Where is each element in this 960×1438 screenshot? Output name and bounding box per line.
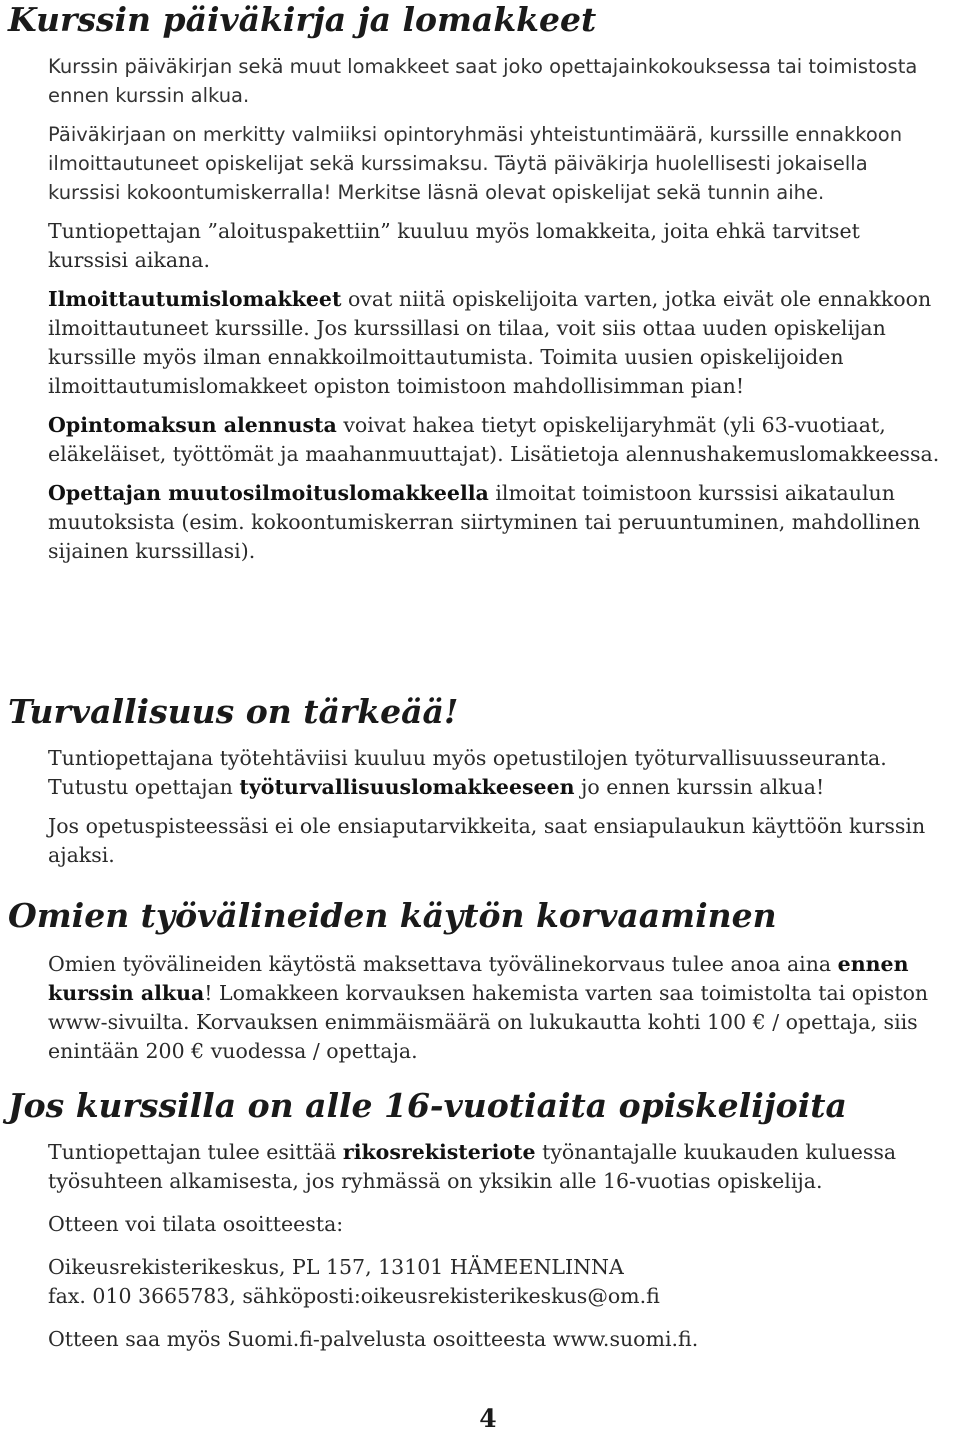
- text-fee-discount: voivat hakea tietyt opiskelijaryhmät (yli 63-vuotiaat, eläkeläiset, työttömät ja maahanmuuttajat). Lisätietoja alennushakemuslomakkeessa.: [48, 413, 940, 466]
- text-tools-b: ! Lomakkeen korvauksen hakemista varten saa toimistolta tai opiston www-sivuilta. Korvauksen enimmäismäärä on lukukautta kohti 100 € / opettaja, siis enintään 200 € vuodessa / opettaja.: [48, 981, 929, 1063]
- paragraph-safety-monitoring: [48, 744, 946, 802]
- paragraph-first-aid: Jos opetuspisteessäsi ei ole ensiaputarvikkeita, saat ensiapulaukun käyttöön kurssin ajaksi.: [48, 814, 926, 867]
- text-safety-b: jo ennen kurssin alkua!: [574, 775, 825, 799]
- address-block: [48, 1253, 946, 1311]
- bold-change-notice: Opettajan muutosilmoituslomakkeella: [48, 481, 489, 505]
- paragraph-change-notice: [48, 479, 946, 566]
- text-record-b: työnantajalle kuukauden kuluessa työsuhteen alkamisesta, jos ryhmässä on yksikin alle 16-vuotias opiskelija.: [48, 1140, 897, 1193]
- paragraph-starter-package: Tuntiopettajan ”aloituspakettiin” kuuluu myös lomakkeita, joita ehkä tarvitset kurssisi aikana.: [48, 219, 860, 272]
- text-safety-a: Tuntiopettajana työtehtäviisi kuuluu myös opetustilojen työturvallisuusseuranta. Tutustu opettajan: [48, 746, 887, 799]
- section-body-tool-compensation: [0, 950, 960, 1066]
- paragraph-registration-forms: [48, 285, 946, 401]
- paragraph-diary-intro: Kurssin päiväkirjan sekä muut lomakkeet saat joko opettajainkokouksessa tai toimistosta ennen kurssin alkua.: [48, 55, 918, 107]
- paragraph-diary-details: Päiväkirjaan on merkitty valmiiksi opintoryhmäsi yhteistuntimäärä, kurssille ennakkoon ilmoittautuneet opiskelijat sekä kurssimaksu. Täytä päiväkirja huolellisesti jokaisella kurssisi kokoontumiskerralla! Merkitse läsnä olevat opiskelijat sekä tunnin aihe.: [48, 123, 903, 204]
- paragraph-suomi-fi: Otteen saa myös Suomi.fi-palvelusta osoitteesta www.suomi.fi.: [48, 1327, 699, 1351]
- section-body-course-diary: [0, 52, 960, 566]
- text-record-a: Tuntiopettajan tulee esittää: [48, 1140, 343, 1164]
- paragraph-order-address-intro: Otteen voi tilata osoitteesta:: [48, 1212, 344, 1236]
- bold-fee-discount: Opintomaksun alennusta: [48, 413, 337, 437]
- address-line-2: fax. 010 3665783, sähköposti:oikeusrekisterikeskus@om.fi: [48, 1284, 660, 1308]
- text-registration-forms: ovat niitä opiskelijoita varten, jotka eivät ole ennakkoon ilmoittautuneet kurssille. Jos kurssillasi on tilaa, voit siis ottaa uuden opiskelijan kurssille myös ilman ennakkoilmoittautumista. Toimita uusien opiskelijoiden ilmoittautumislomakkeet opiston toimistoon mahdollisimman pian!: [48, 287, 932, 398]
- section-heading-course-diary: Kurssin päiväkirja ja lomakkeet: [8, 0, 597, 39]
- page-number: 4: [479, 1404, 497, 1433]
- bold-criminal-record: rikosrekisteriote: [342, 1140, 536, 1164]
- paragraph-criminal-record: [48, 1138, 946, 1196]
- section-heading-safety: Turvallisuus on tärkeää!: [8, 692, 459, 731]
- text-change-notice: ilmoitat toimistoon kurssisi aikataulun muutoksista (esim. kokoontumiskerran siirtyminen tai peruuntuminen, mahdollinen sijainen kurssillasi).: [48, 481, 921, 563]
- section-heading-minors: Jos kurssilla on alle 16-vuotiaita opiskelijoita: [8, 1086, 847, 1125]
- text-tools-a: Omien työvälineiden käytöstä maksettava työvälinekorvaus tulee anoa aina: [48, 952, 838, 976]
- paragraph-fee-discount: [48, 411, 946, 469]
- address-line-1: Oikeusrekisterikeskus, PL 157, 13101 HÄMEENLINNA: [48, 1255, 624, 1279]
- bold-safety-form: työturvallisuuslomakkeeseen: [239, 775, 575, 799]
- section-body-minors: [0, 1138, 960, 1354]
- bold-registration-forms: Ilmoittautumislomakkeet: [48, 287, 342, 311]
- section-heading-tool-compensation: Omien työvälineiden käytön korvaaminen: [8, 896, 777, 935]
- section-body-safety: [0, 744, 960, 870]
- paragraph-tool-compensation: [48, 950, 946, 1066]
- bold-before-course: ennen kurssin alkua: [48, 952, 909, 1005]
